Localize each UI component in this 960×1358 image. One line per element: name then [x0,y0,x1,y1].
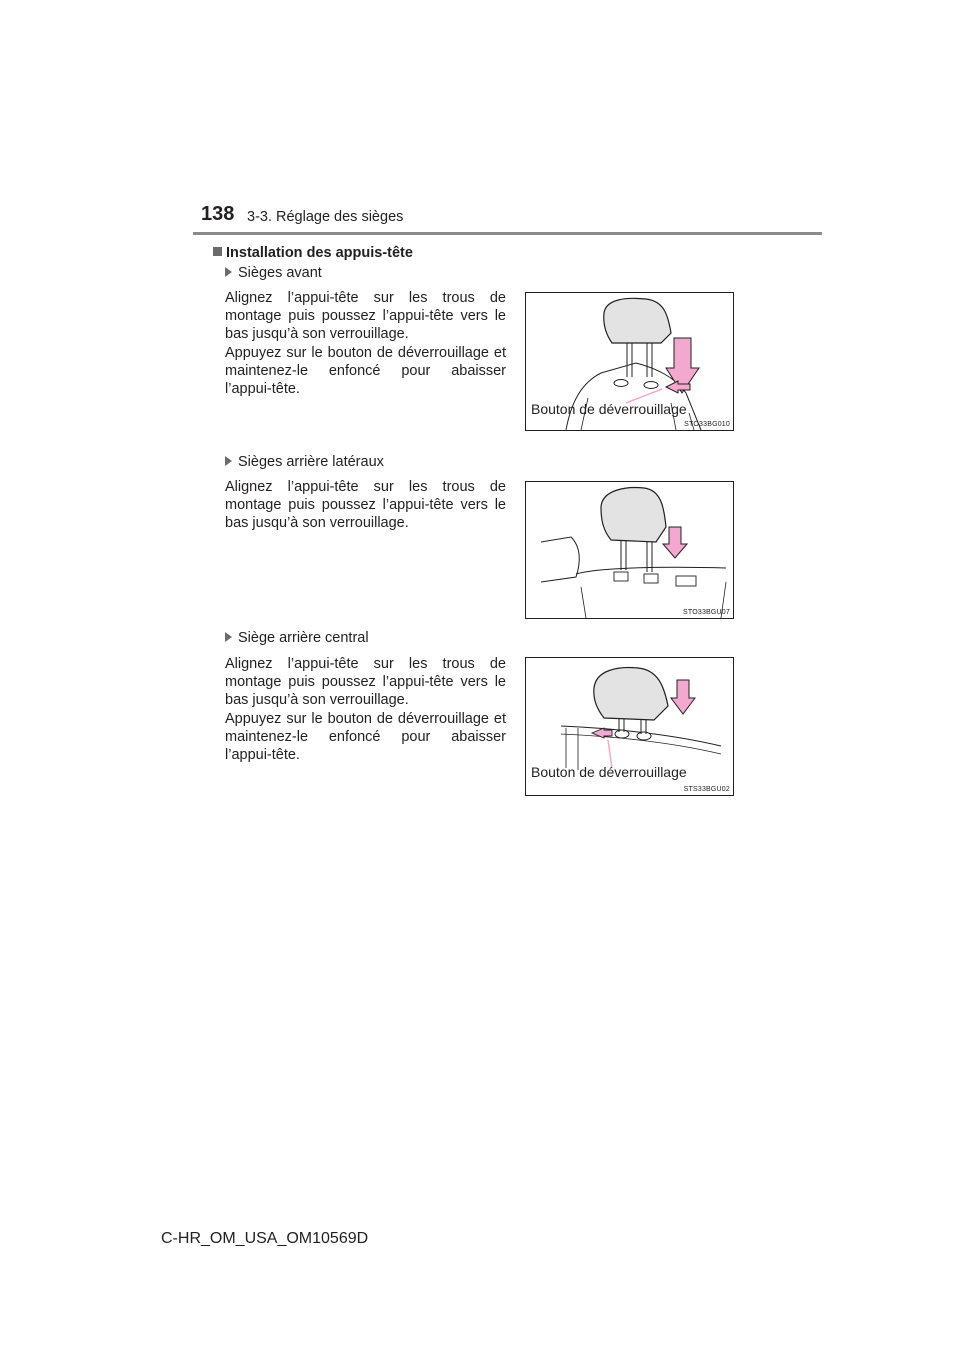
triangle-bullet-icon [225,456,232,466]
instruction-align: Alignez l’appui-tête sur les trous de montage puis poussez l’appui-tête vers le bas jusqu’à son verrouillage. [225,290,506,343]
subheading [213,245,413,261]
instruction-release: Appuyez sur le bouton de déverrouillage et maintenez-le enfoncé pour abaisser l’appui-tête. [225,344,506,398]
paragraph-front-seats [225,289,506,398]
subheading-text: Installation des appuis-tête [226,245,413,261]
figure-rear-outer-headrest [525,481,734,619]
section-title: 3-3. Réglage des sièges [247,209,404,225]
instruction-release: Appuyez sur le bouton de déverrouillage et maintenez-le enfoncé pour abaisser l’appui-tête. [225,710,506,764]
figure-code: STO33BGU07 [682,609,730,616]
bullet-text: Sièges avant [238,265,322,281]
instruction-align: Alignez l’appui-tête sur les trous de montage puis poussez l’appui-tête vers le bas jusqu’à son verrouillage. [225,656,506,709]
bullet-rear-outer-seats [225,454,384,470]
paragraph-rear-center-seat [225,655,506,764]
header-rule [193,232,822,235]
page-number: 138 [201,203,235,225]
release-button-label: Bouton de déverrouillage [531,764,687,780]
rear-outer-seat-illustration [526,482,733,618]
figure-rear-center-headrest [525,657,734,796]
bullet-front-seats [225,265,322,281]
footer-document-id: C-HR_OM_USA_OM10569D [161,1230,369,1247]
paragraph-rear-outer-seats [225,478,506,533]
bullet-rear-center-seat [225,630,369,646]
triangle-bullet-icon [225,632,232,642]
bullet-text: Sièges arrière latéraux [238,454,384,470]
bullet-text: Siège arrière central [238,630,369,646]
figure-code: STO33BG010 [684,421,730,428]
release-button-label: Bouton de déverrouillage [531,401,687,417]
figure-front-seat-headrest [525,292,734,431]
instruction-align: Alignez l’appui-tête sur les trous de montage puis poussez l’appui-tête vers le bas jusqu’à son verrouillage. [225,479,506,532]
figure-code: STS33BGU02 [683,786,730,793]
square-bullet-icon [213,247,222,256]
triangle-bullet-icon [225,267,232,277]
